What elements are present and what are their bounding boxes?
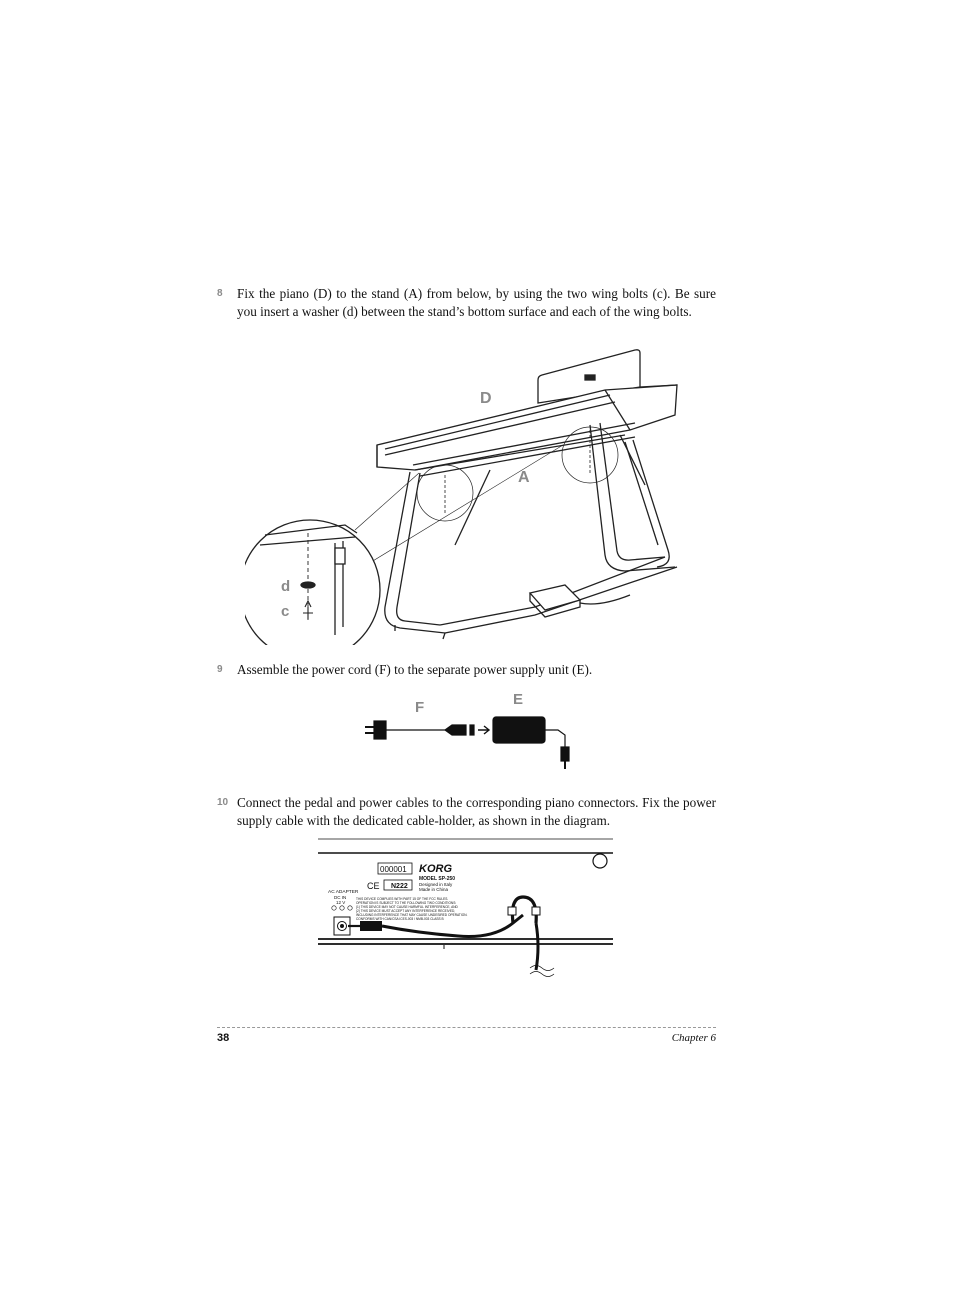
- footer-divider: [217, 1027, 716, 1028]
- fcc-line: CONFORMS WITH CAN/CSA ICES-003 / NMB-003 CLASS B: [356, 917, 444, 921]
- label-piano: D: [480, 390, 492, 407]
- ce-mark: CE: [367, 881, 380, 891]
- label-washer: d: [281, 578, 291, 595]
- fcc-line: INCLUDING INTERFERENCE THAT MAY CAUSE UNDESIRED OPERATION.: [356, 913, 468, 917]
- adapter-volt: 12 V: [336, 900, 346, 905]
- label-stand: A: [518, 469, 530, 486]
- serial-number: 000001: [380, 865, 407, 874]
- step-8: [217, 285, 716, 320]
- model-name: MODEL SP-250: [419, 876, 456, 882]
- fcc-line: OPERATION IS SUBJECT TO THE FOLLOWING TWO CONDITIONS:: [356, 901, 457, 905]
- fcc-line: THIS DEVICE COMPLIES WITH PART 15 OF THE FCC RULES.: [356, 897, 449, 901]
- designed-text: Designed in Italy: [419, 882, 453, 887]
- step-number: 8: [217, 288, 223, 299]
- label-bolt: c: [281, 603, 290, 620]
- label-cord: F: [415, 699, 425, 716]
- piano-stand-figure: [245, 345, 705, 645]
- step-number: 10: [217, 797, 229, 808]
- step-text: Assemble the power cord (F) to the separate power supply unit (E).: [237, 662, 593, 677]
- step-text: Connect the pedal and power cables to the corresponding piano connectors. Fix the power supply cable with the dedicated cable-holder, as shown in the diagram.: [237, 795, 716, 828]
- power-cord-figure: [360, 685, 585, 775]
- step-number: 9: [217, 664, 223, 675]
- n-mark: N222: [391, 883, 408, 890]
- adapter-label: AC ADAPTER: [328, 890, 359, 895]
- chapter-label: Chapter 6: [671, 1032, 716, 1044]
- adapter-dc: DC IN: [334, 895, 347, 900]
- step-text: Fix the piano (D) to the stand (A) from below, by using the two wing bolts (c). Be sure you insert a washer (d) between the stand’s bottom surface and each of the wing bolts.: [237, 286, 716, 319]
- fcc-line: (2) THIS DEVICE MUST ACCEPT ANY INTERFERENCE RECEIVED,: [356, 909, 456, 913]
- step-9: [217, 661, 716, 679]
- rear-panel-figure: [318, 835, 618, 980]
- korg-logo: KORG: [419, 863, 452, 875]
- made-text: Made in China: [419, 887, 449, 892]
- step-10: [217, 794, 716, 829]
- label-unit: E: [513, 691, 524, 708]
- page-number: 38: [217, 1032, 230, 1044]
- fcc-line: (1) THIS DEVICE MAY NOT CAUSE HARMFUL INTERFERENCE, AND: [356, 905, 458, 909]
